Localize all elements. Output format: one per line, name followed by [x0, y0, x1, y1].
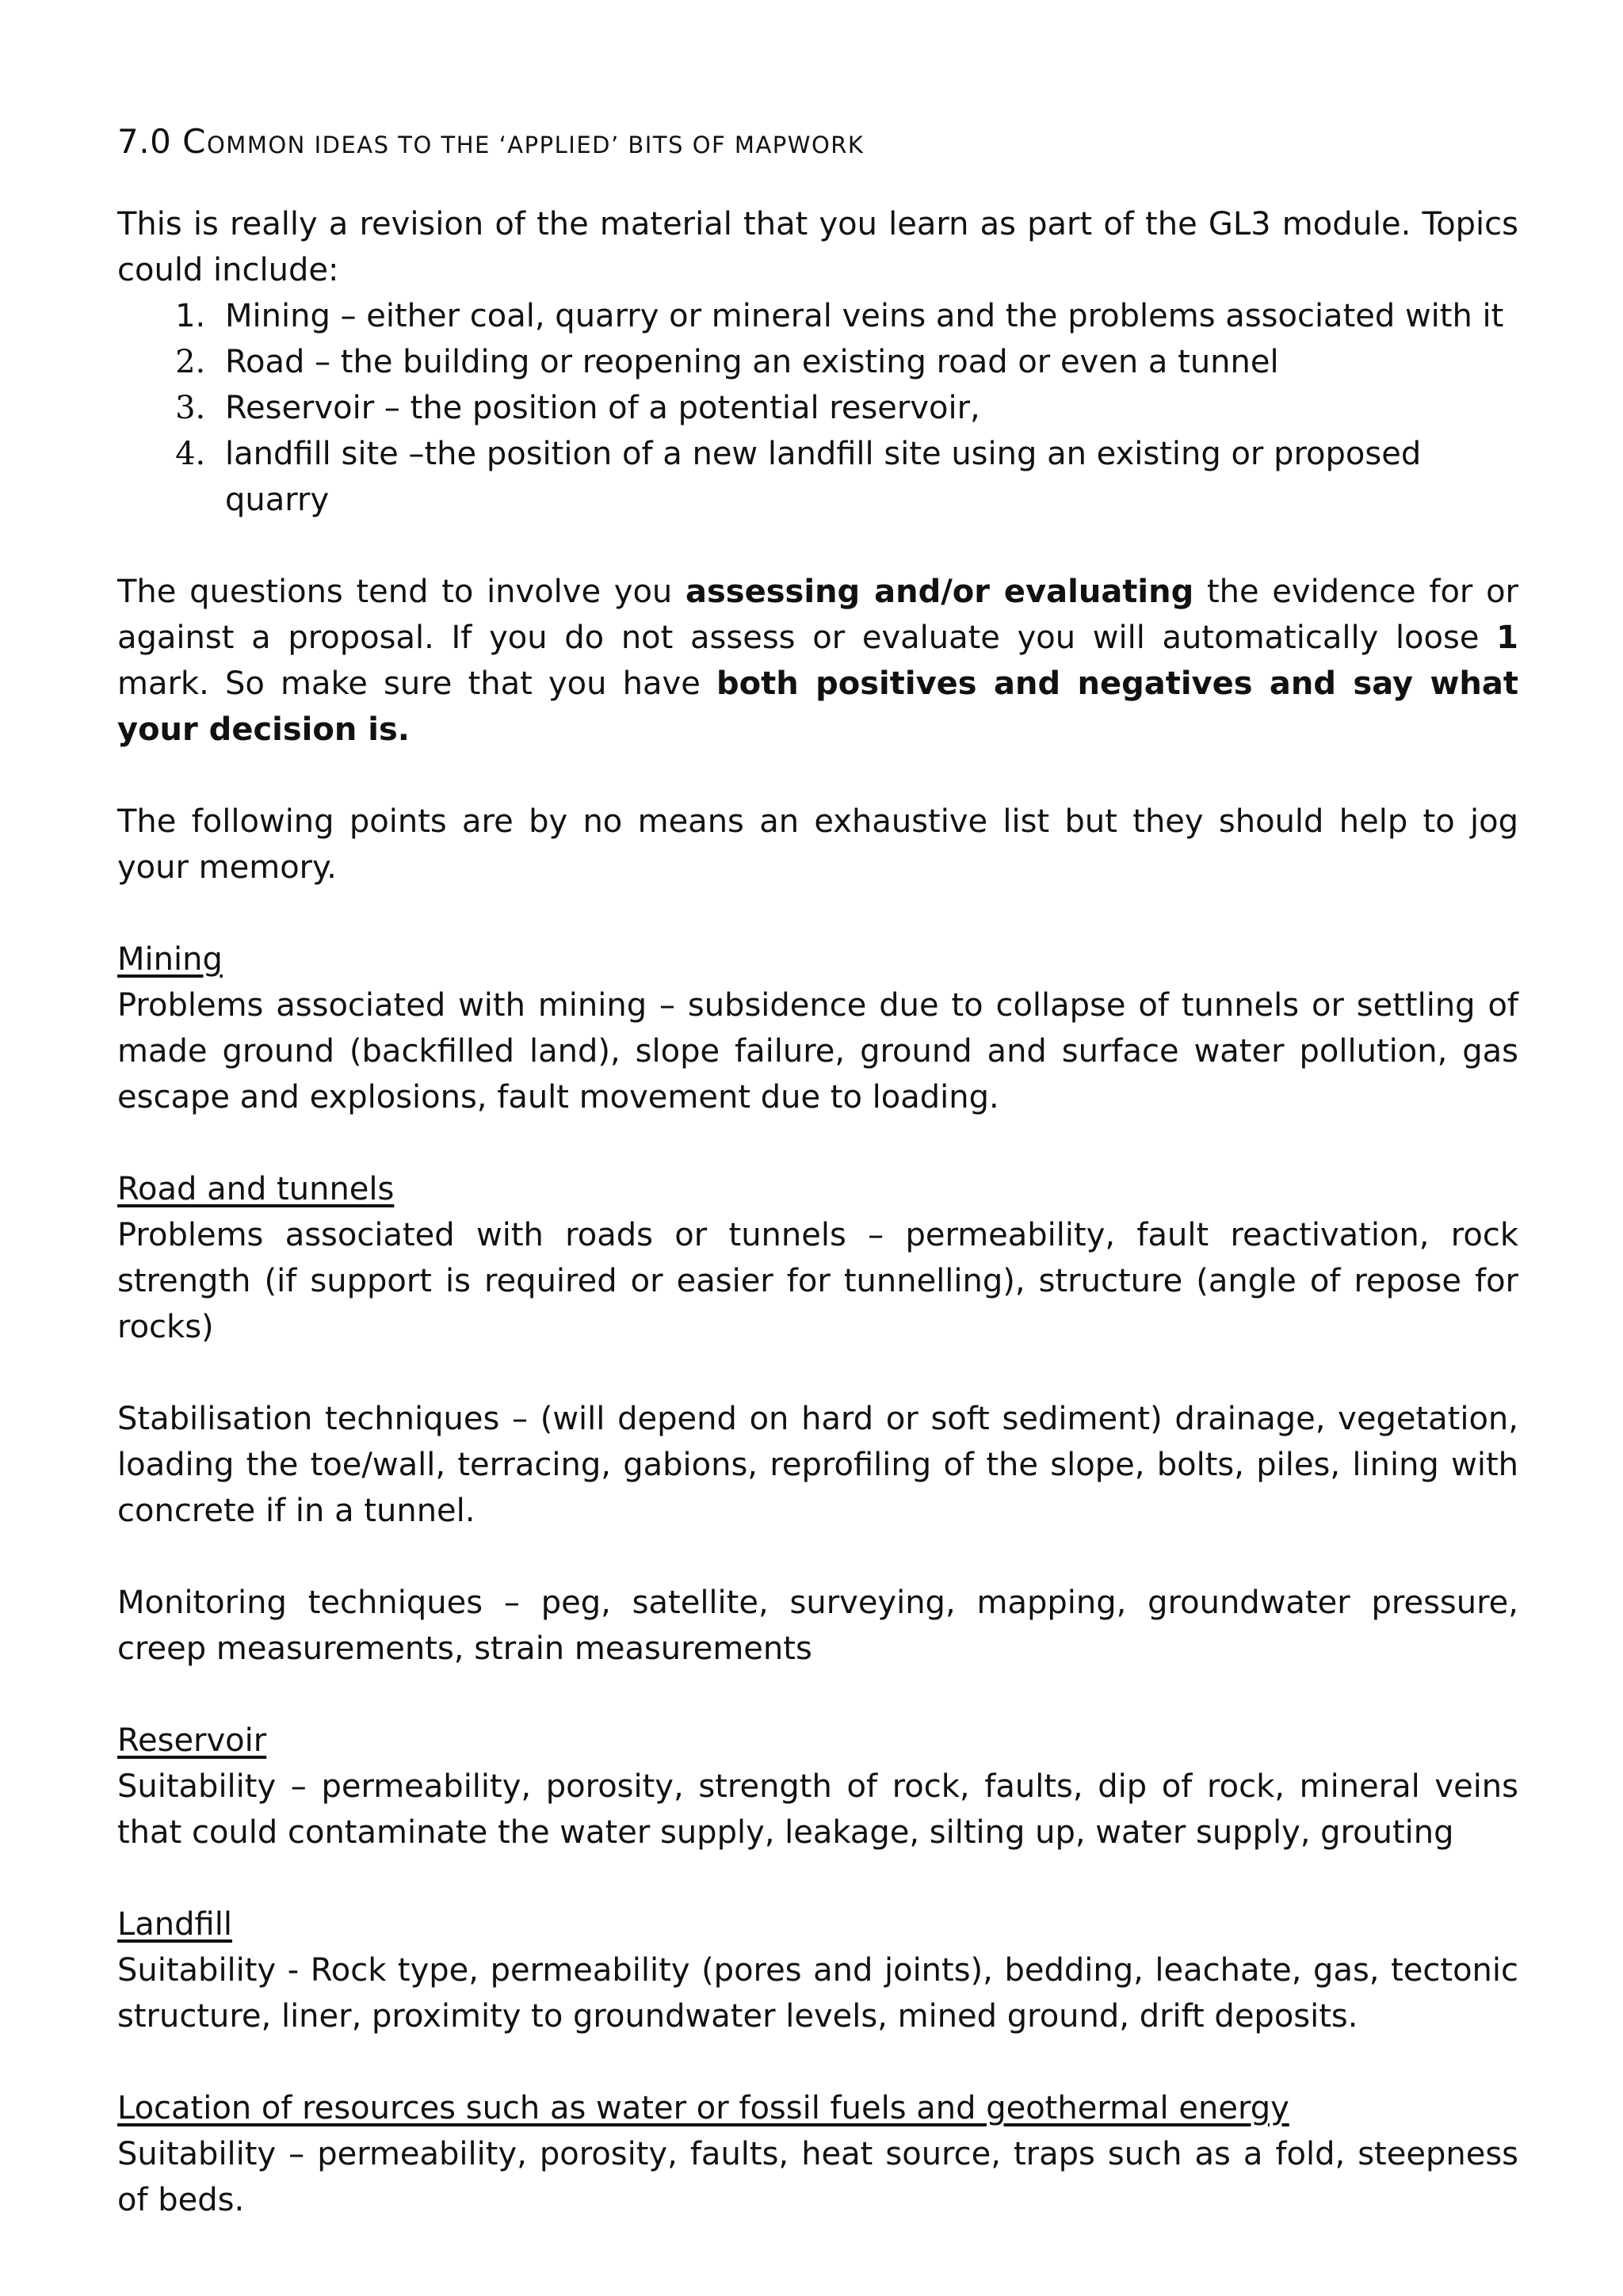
monitoring-paragraph: Monitoring techniques – peg, satellite, surveying, mapping, groundwater pressure, creep measurements, strain measurements [117, 1585, 1518, 1667]
resources-paragraph: Suitability – permeability, porosity, faults, heat source, traps such as a fold, steepness of beds. [117, 2136, 1518, 2218]
subheading-road-tunnels: Road and tunnels [117, 1171, 395, 1207]
document-page [117, 119, 1518, 2223]
subheading-resources: Location of resources such as water or fossil fuels and geothermal energy [117, 2090, 1289, 2126]
topics-list [117, 293, 1518, 523]
intro-paragraph: This is really a revision of the material that you learn as part of the GL3 module. Topics could include: [117, 206, 1518, 288]
list-item: 3. Reservoir – the position of a potential reservoir, [216, 385, 1518, 431]
roads-paragraph: Problems associated with roads or tunnels – permeability, fault reactivation, rock strength (if support is required or easier for tunnelling), structure (angle of repose for rocks) [117, 1217, 1518, 1345]
section-number: 7.0 [117, 122, 172, 161]
subheading-reservoir: Reservoir [117, 1722, 267, 1759]
list-item: 4. landfill site –the position of a new landfill site using an existing or proposed quarry [216, 431, 1518, 523]
bold-phrase: assessing and/or evaluating [685, 574, 1194, 610]
list-item: 1. Mining – either coal, quarry or mineral veins and the problems associated with it [216, 293, 1518, 339]
section-heading [117, 119, 1518, 168]
bold-mark-count: 1 [1496, 620, 1518, 656]
subheading-landfill: Landfill [117, 1906, 232, 1943]
bold-phrase: both positives and negatives and say what your decision is. [117, 666, 1518, 748]
following-paragraph: The following points are by no means an exhaustive list but they should help to jog your memory. [117, 803, 1518, 886]
section-title: COMMON IDEAS TO THE ‘APPLIED’ BITS OF MAPWORK [182, 122, 865, 161]
stabilisation-paragraph: Stabilisation techniques – (will depend on hard or soft sediment) drainage, vegetation, loading the toe/wall, terracing, gabions, reprofiling of the slope, bolts, piles, lining with concrete if in a tunnel. [117, 1401, 1518, 1529]
subheading-mining: Mining [117, 941, 223, 978]
reservoir-paragraph: Suitability – permeability, porosity, strength of rock, faults, dip of rock, mineral veins that could contaminate the water supply, leakage, silting up, water supply, grouting [117, 1768, 1518, 1851]
questions-paragraph: The questions tend to involve you assessing and/or evaluating the evidence for or against a proposal. If you do not assess or evaluate you will automatically loose 1 mark. So make sure that you have both positives and negatives and say what your decision is. [117, 574, 1518, 748]
landfill-paragraph: Suitability - Rock type, permeability (pores and joints), bedding, leachate, gas, tectonic structure, liner, proximity to groundwater levels, mined ground, drift deposits. [117, 1952, 1518, 2035]
mining-paragraph: Problems associated with mining – subsidence due to collapse of tunnels or settling of made ground (backfilled land), slope failure, ground and surface water pollution, gas escape and explosions, fault movement due to loading. [117, 987, 1518, 1116]
list-item: 2. Road – the building or reopening an existing road or even a tunnel [216, 339, 1518, 385]
